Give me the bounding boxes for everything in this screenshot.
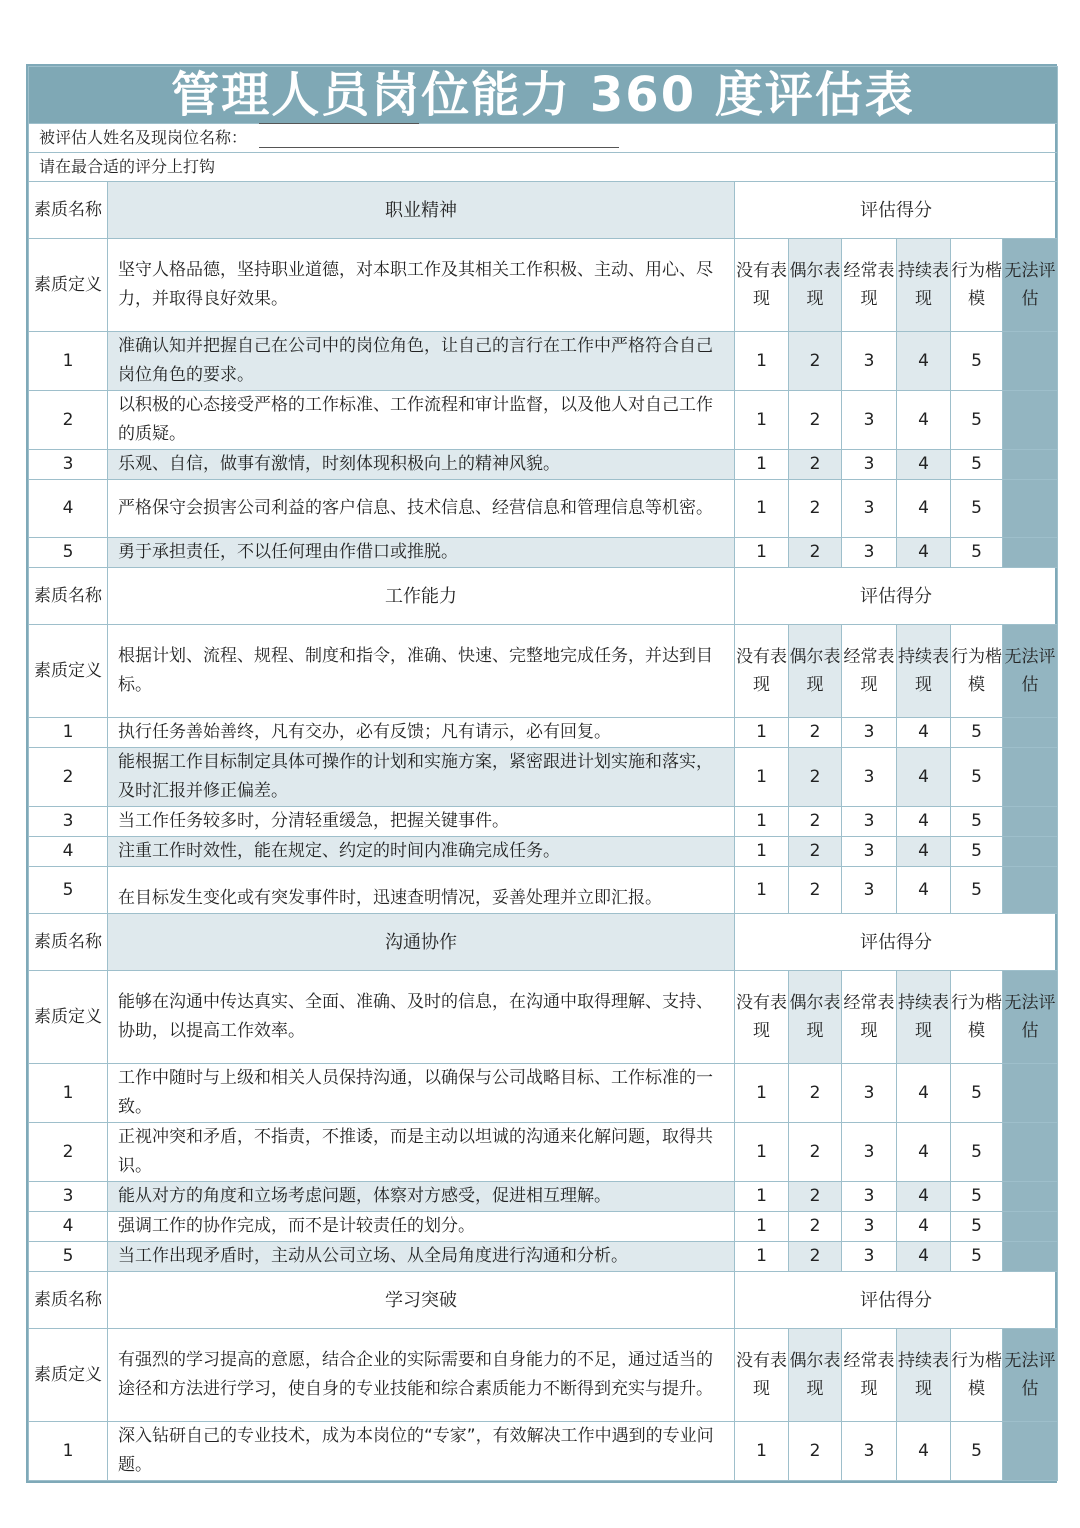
item-number: 4: [29, 837, 108, 867]
section-definition-row: [29, 1329, 1058, 1422]
item-description: 深入钻研自己的专业技术，成为本岗位的“专家”，有效解决工作中遇到的专业问题。: [108, 1422, 735, 1481]
table-row: [29, 807, 1058, 837]
score-option-5[interactable]: 5: [951, 391, 1003, 450]
section-name: 职业精神: [108, 182, 735, 239]
table-row: [29, 480, 1058, 538]
rating-option-header: 经常表现: [842, 239, 897, 332]
item-number: 5: [29, 867, 108, 914]
score-option-1[interactable]: 1: [735, 718, 789, 748]
table-row: [29, 332, 1058, 391]
rating-option-header: 经常表现: [842, 625, 897, 718]
item-description: 以积极的心态接受严格的工作标准、工作流程和审计监督，以及他人对自己工作的质疑。: [108, 391, 735, 450]
item-number: 2: [29, 1123, 108, 1182]
rating-option-header: 没有表现: [735, 1329, 789, 1422]
score-option-1[interactable]: 1: [735, 538, 789, 568]
score-option-3[interactable]: 3: [842, 538, 897, 568]
section-header-row: [29, 568, 1058, 625]
rating-option-header: 行为楷模: [951, 971, 1003, 1064]
item-number: 1: [29, 1064, 108, 1123]
table-row: [29, 1212, 1058, 1242]
score-option-not-assessable[interactable]: [1003, 748, 1058, 807]
score-option-not-assessable[interactable]: [1003, 807, 1058, 837]
section-definition-row: [29, 239, 1058, 332]
score-option-4[interactable]: 4: [897, 1182, 951, 1212]
score-option-3[interactable]: 3: [842, 1182, 897, 1212]
score-option-5[interactable]: 5: [951, 1242, 1003, 1272]
score-option-5[interactable]: 5: [951, 718, 1003, 748]
table-row: [29, 391, 1058, 450]
score-option-2[interactable]: 2: [789, 1182, 842, 1212]
table-row: [29, 1064, 1058, 1123]
item-number: 3: [29, 807, 108, 837]
section-name: 沟通协作: [108, 914, 735, 971]
score-option-2[interactable]: 2: [789, 450, 842, 480]
item-description: 勇于承担责任，不以任何理由作借口或推脱。: [108, 538, 735, 568]
score-option-2[interactable]: 2: [789, 1064, 842, 1123]
section-name: 学习突破: [108, 1272, 735, 1329]
score-option-1[interactable]: 1: [735, 837, 789, 867]
eval-score-label: 评估得分: [735, 1272, 1058, 1329]
score-option-1[interactable]: 1: [735, 807, 789, 837]
score-option-4[interactable]: 4: [897, 450, 951, 480]
evaluation-table: [28, 66, 1058, 1481]
item-number: 3: [29, 1182, 108, 1212]
rating-option-header: 偶尔表现: [789, 625, 842, 718]
score-option-5[interactable]: 5: [951, 837, 1003, 867]
section-definition: 能够在沟通中传达真实、全面、准确、及时的信息，在沟通中取得理解、支持、协助，以提高工作效率。: [108, 971, 735, 1064]
score-option-3[interactable]: 3: [842, 450, 897, 480]
score-option-3[interactable]: 3: [842, 748, 897, 807]
score-option-4[interactable]: 4: [897, 1422, 951, 1481]
section-header-row: [29, 1272, 1058, 1329]
quality-name-label: 素质名称: [29, 568, 108, 625]
evaluatee-name-label: 被评估人姓名及现岗位名称：: [39, 128, 248, 147]
score-option-1[interactable]: 1: [735, 867, 789, 914]
score-option-not-assessable[interactable]: [1003, 1242, 1058, 1272]
score-option-5[interactable]: 5: [951, 1422, 1003, 1481]
score-option-1[interactable]: 1: [735, 1242, 789, 1272]
score-option-2[interactable]: 2: [789, 718, 842, 748]
item-number: 5: [29, 1242, 108, 1272]
score-option-2[interactable]: 2: [789, 332, 842, 391]
item-description: 严格保守会损害公司利益的客户信息、技术信息、经营信息和管理信息等机密。: [108, 480, 735, 538]
score-option-4[interactable]: 4: [897, 538, 951, 568]
table-row: [29, 867, 1058, 914]
item-description: 当工作任务较多时，分清轻重缓急，把握关键事件。: [108, 807, 735, 837]
rating-option-header: 行为楷模: [951, 239, 1003, 332]
quality-def-label: 素质定义: [29, 625, 108, 718]
score-option-2[interactable]: 2: [789, 480, 842, 538]
score-option-1[interactable]: 1: [735, 748, 789, 807]
quality-name-label: 素质名称: [29, 1272, 108, 1329]
item-description: 能从对方的角度和立场考虑问题，体察对方感受，促进相互理解。: [108, 1182, 735, 1212]
table-row: [29, 450, 1058, 480]
score-option-3[interactable]: 3: [842, 1422, 897, 1481]
item-number: 4: [29, 480, 108, 538]
score-option-4[interactable]: 4: [897, 748, 951, 807]
score-option-3[interactable]: 3: [842, 1064, 897, 1123]
score-option-4[interactable]: 4: [897, 807, 951, 837]
quality-def-label: 素质定义: [29, 239, 108, 332]
rating-option-header: 持续表现: [897, 1329, 951, 1422]
rating-option-header: 持续表现: [897, 971, 951, 1064]
rating-option-header: 无法评估: [1003, 1329, 1058, 1422]
item-number: 1: [29, 332, 108, 391]
rating-option-header: 偶尔表现: [789, 239, 842, 332]
score-option-not-assessable[interactable]: [1003, 391, 1058, 450]
score-option-1[interactable]: 1: [735, 1064, 789, 1123]
section-header-row: [29, 182, 1058, 239]
score-option-3[interactable]: 3: [842, 867, 897, 914]
eval-score-label: 评估得分: [735, 182, 1058, 239]
item-number: 3: [29, 450, 108, 480]
rating-option-header: 行为楷模: [951, 625, 1003, 718]
rating-option-header: 经常表现: [842, 1329, 897, 1422]
rating-option-header: 无法评估: [1003, 971, 1058, 1064]
item-description: 执行任务善始善终，凡有交办，必有反馈；凡有请示，必有回复。: [108, 718, 735, 748]
score-option-not-assessable[interactable]: [1003, 1182, 1058, 1212]
section-definition: 根据计划、流程、规程、制度和指令，准确、快速、完整地完成任务，并达到目标。: [108, 625, 735, 718]
score-option-3[interactable]: 3: [842, 332, 897, 391]
rating-option-header: 经常表现: [842, 971, 897, 1064]
table-row: [29, 1123, 1058, 1182]
score-option-not-assessable[interactable]: [1003, 837, 1058, 867]
name-blank-line[interactable]: [259, 129, 619, 148]
score-option-5[interactable]: 5: [951, 480, 1003, 538]
rating-option-header: 行为楷模: [951, 1329, 1003, 1422]
score-option-2[interactable]: 2: [789, 391, 842, 450]
item-number: 1: [29, 1422, 108, 1481]
score-option-5[interactable]: 5: [951, 1182, 1003, 1212]
score-option-4[interactable]: 4: [897, 867, 951, 914]
section-definition: 有强烈的学习提高的意愿，结合企业的实际需要和自身能力的不足，通过适当的途径和方法进行学习，使自身的专业技能和综合素质能力不断得到充实与提升。: [108, 1329, 735, 1422]
score-option-1[interactable]: 1: [735, 332, 789, 391]
score-option-1[interactable]: 1: [735, 450, 789, 480]
eval-score-label: 评估得分: [735, 568, 1058, 625]
section-definition-row: [29, 625, 1058, 718]
score-option-not-assessable[interactable]: [1003, 450, 1058, 480]
score-option-2[interactable]: 2: [789, 1212, 842, 1242]
item-number: 4: [29, 1212, 108, 1242]
score-option-2[interactable]: 2: [789, 538, 842, 568]
item-description: 当工作出现矛盾时，主动从公司立场、从全局角度进行沟通和分析。: [108, 1242, 735, 1272]
item-number: 5: [29, 538, 108, 568]
item-description: 能根据工作目标制定具体可操作的计划和实施方案，紧密跟进计划实施和落实，及时汇报并修正偏差。: [108, 748, 735, 807]
score-option-2[interactable]: 2: [789, 748, 842, 807]
score-option-2[interactable]: 2: [789, 1123, 842, 1182]
score-option-5[interactable]: 5: [951, 538, 1003, 568]
score-option-4[interactable]: 4: [897, 837, 951, 867]
score-option-1[interactable]: 1: [735, 1123, 789, 1182]
score-option-not-assessable[interactable]: [1003, 718, 1058, 748]
score-option-4[interactable]: 4: [897, 391, 951, 450]
item-description: 注重工作时效性，能在规定、约定的时间内准确完成任务。: [108, 837, 735, 867]
score-option-5[interactable]: 5: [951, 867, 1003, 914]
score-option-1[interactable]: 1: [735, 1422, 789, 1481]
score-option-not-assessable[interactable]: [1003, 1064, 1058, 1123]
score-option-not-assessable[interactable]: [1003, 480, 1058, 538]
evaluation-sheet: [26, 64, 1057, 1483]
score-option-not-assessable[interactable]: [1003, 1212, 1058, 1242]
score-option-2[interactable]: 2: [789, 867, 842, 914]
score-option-3[interactable]: 3: [842, 807, 897, 837]
table-row: [29, 538, 1058, 568]
score-option-3[interactable]: 3: [842, 1212, 897, 1242]
item-description: 工作中随时与上级和相关人员保持沟通，以确保与公司战略目标、工作标准的一致。: [108, 1064, 735, 1123]
score-option-2[interactable]: 2: [789, 1242, 842, 1272]
item-number: 2: [29, 748, 108, 807]
score-option-not-assessable[interactable]: [1003, 538, 1058, 568]
rating-option-header: 没有表现: [735, 625, 789, 718]
instruction-text: 请在最合适的评分上打钩: [29, 153, 1058, 182]
section-definition-row: [29, 971, 1058, 1064]
section-definition: 坚守人格品德，坚持职业道德，对本职工作及其相关工作积极、主动、用心、尽力，并取得良好效果。: [108, 239, 735, 332]
score-option-3[interactable]: 3: [842, 1123, 897, 1182]
score-option-2[interactable]: 2: [789, 807, 842, 837]
score-option-4[interactable]: 4: [897, 718, 951, 748]
item-description: 正视冲突和矛盾，不指责，不推诿，而是主动以坦诚的沟通来化解问题，取得共识。: [108, 1123, 735, 1182]
section-header-row: [29, 914, 1058, 971]
page-title: 管理人员岗位能力 360 度评估表: [29, 67, 1058, 124]
score-option-4[interactable]: 4: [897, 332, 951, 391]
rating-option-header: 持续表现: [897, 625, 951, 718]
score-option-4[interactable]: 4: [897, 1123, 951, 1182]
quality-def-label: 素质定义: [29, 1329, 108, 1422]
table-row: [29, 748, 1058, 807]
table-row: [29, 718, 1058, 748]
score-option-5[interactable]: 5: [951, 1123, 1003, 1182]
quality-name-label: 素质名称: [29, 182, 108, 239]
score-option-4[interactable]: 4: [897, 1064, 951, 1123]
score-option-2[interactable]: 2: [789, 837, 842, 867]
item-description: 准确认知并把握自己在公司中的岗位角色，让自己的言行在工作中严格符合自己岗位角色的要求。: [108, 332, 735, 391]
score-option-4[interactable]: 4: [897, 480, 951, 538]
score-option-3[interactable]: 3: [842, 480, 897, 538]
score-option-5[interactable]: 5: [951, 807, 1003, 837]
score-option-1[interactable]: 1: [735, 480, 789, 538]
score-option-5[interactable]: 5: [951, 1212, 1003, 1242]
score-option-3[interactable]: 3: [842, 837, 897, 867]
score-option-4[interactable]: 4: [897, 1212, 951, 1242]
item-description: 在目标发生变化或有突发事件时，迅速查明情况，妥善处理并立即汇报。: [108, 867, 735, 914]
score-option-not-assessable[interactable]: [1003, 1123, 1058, 1182]
score-option-3[interactable]: 3: [842, 391, 897, 450]
item-number: 1: [29, 718, 108, 748]
item-description: 乐观、自信，做事有激情，时刻体现积极向上的精神风貌。: [108, 450, 735, 480]
eval-score-label: 评估得分: [735, 914, 1058, 971]
rating-option-header: 持续表现: [897, 239, 951, 332]
rating-option-header: 偶尔表现: [789, 971, 842, 1064]
evaluatee-name-field[interactable]: [29, 124, 1058, 153]
score-option-not-assessable[interactable]: [1003, 867, 1058, 914]
score-option-2[interactable]: 2: [789, 1422, 842, 1481]
score-option-5[interactable]: 5: [951, 1064, 1003, 1123]
score-option-not-assessable[interactable]: [1003, 1422, 1058, 1481]
score-option-5[interactable]: 5: [951, 450, 1003, 480]
rating-option-header: 没有表现: [735, 971, 789, 1064]
score-option-5[interactable]: 5: [951, 748, 1003, 807]
table-row: [29, 1242, 1058, 1272]
table-row: [29, 1182, 1058, 1212]
score-option-4[interactable]: 4: [897, 1242, 951, 1272]
score-option-3[interactable]: 3: [842, 718, 897, 748]
score-option-1[interactable]: 1: [735, 1212, 789, 1242]
quality-def-label: 素质定义: [29, 971, 108, 1064]
score-option-1[interactable]: 1: [735, 391, 789, 450]
table-row: [29, 837, 1058, 867]
rating-option-header: 无法评估: [1003, 239, 1058, 332]
score-option-3[interactable]: 3: [842, 1242, 897, 1272]
score-option-not-assessable[interactable]: [1003, 332, 1058, 391]
item-description: 强调工作的协作完成，而不是计较责任的划分。: [108, 1212, 735, 1242]
table-row: [29, 1422, 1058, 1481]
section-name: 工作能力: [108, 568, 735, 625]
rating-option-header: 偶尔表现: [789, 1329, 842, 1422]
quality-name-label: 素质名称: [29, 914, 108, 971]
rating-option-header: 没有表现: [735, 239, 789, 332]
score-option-1[interactable]: 1: [735, 1182, 789, 1212]
score-option-5[interactable]: 5: [951, 332, 1003, 391]
item-number: 2: [29, 391, 108, 450]
rating-option-header: 无法评估: [1003, 625, 1058, 718]
